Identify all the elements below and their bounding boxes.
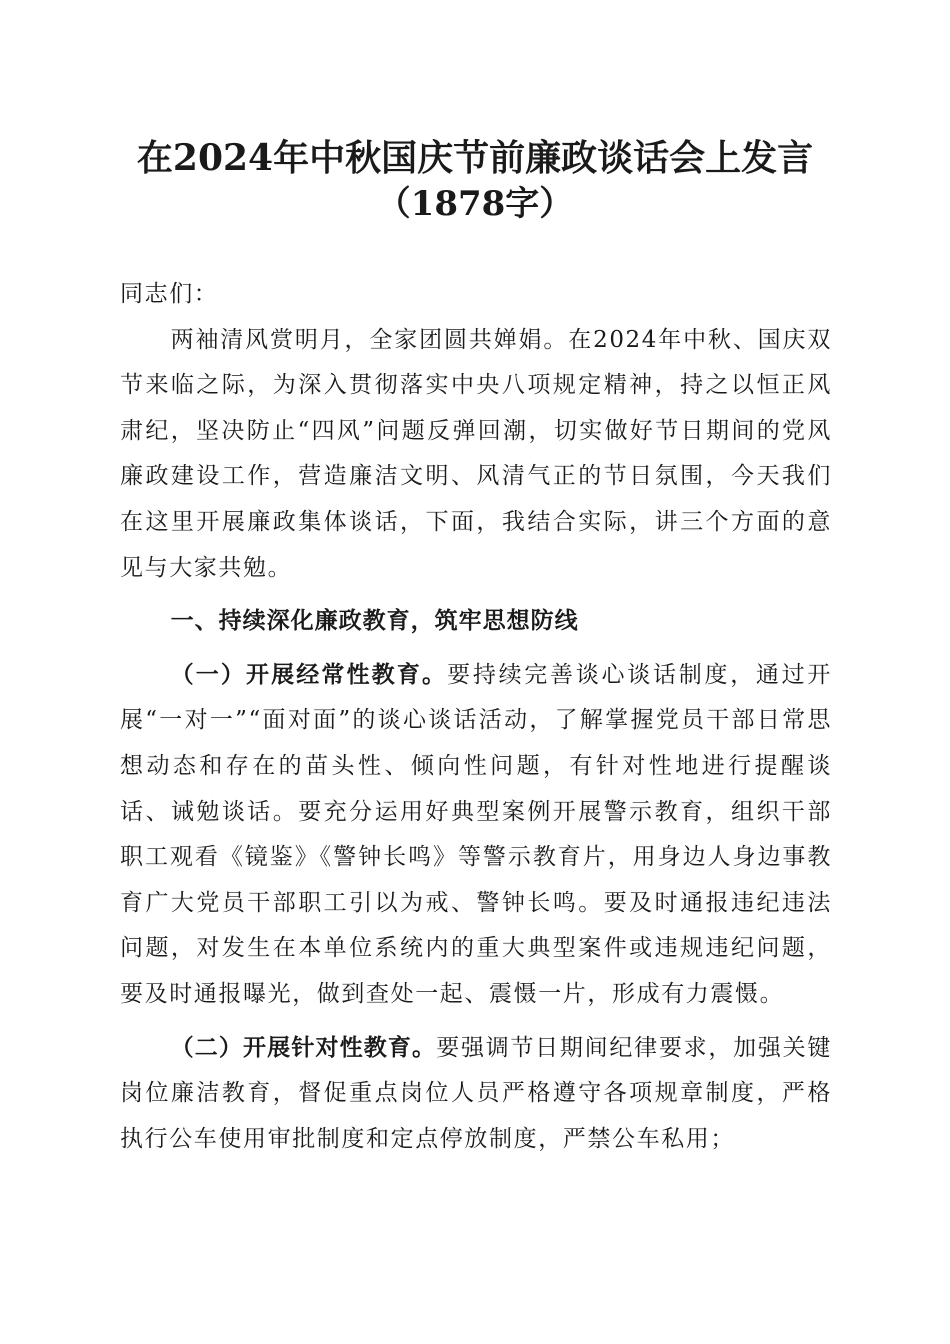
item-paragraph — [120, 1026, 832, 1163]
item-text: 要持续完善谈心谈话制度，通过开展“一对一”“面对面”的谈心谈话活动，了解掌握党员干部日常思想动态和存在的苗头性、倾向性问题，有针对性地进行提醒谈话、诫勉谈话。要充分运用好典型案例开展警示教育，组织干部职工观看《镜鉴》《警钟长鸣》等警示教育片，用身边人身边事教育广大党员干部职工引以为戒、警钟长鸣。要及时通报违纪违法问题，对发生在本单位系统内的重大典型案件或违规违纪问题，要及时通报曝光，做到查处一起、震慑一片，形成有力震慑。 — [120, 661, 833, 1007]
document-word-count: （1878字） — [376, 184, 574, 224]
item-text: 要强调节日期间纪律要求，加强关键岗位廉洁教育，督促重点岗位人员严格遵守各项规章制度，严格执行公车使用审批制度和定点停放制度，严禁公车私用； — [120, 1034, 832, 1152]
document-body — [120, 272, 832, 1162]
salutation: 同志们： — [120, 281, 219, 307]
section-heading: 一、持续深化廉政教育，筑牢思想防线 — [170, 608, 579, 635]
document-title: 在2024年中秋国庆节前廉政谈话会上发言 — [136, 137, 814, 179]
item-paragraph — [120, 653, 832, 1018]
intro-paragraph: 两袖清风赏明月，全家团圆共婵娟。在2024年中秋、国庆双节来临之际，为深入贯彻落实中央八项规定精神，持之以恒正风肃纪，坚决防止“四风”问题反弹回潮，切实做好节日期间的党风廉政建设工作，营造廉洁文明、风清气正的节日氛围，今天我们在这里开展廉政集体谈话，下面，我结合实际，讲三个方面的意见与大家共勉。 — [120, 326, 832, 581]
item-lead: （二）开展针对性教育。 — [170, 1034, 437, 1061]
item-lead: （一）开展经常性教育。 — [170, 661, 448, 688]
